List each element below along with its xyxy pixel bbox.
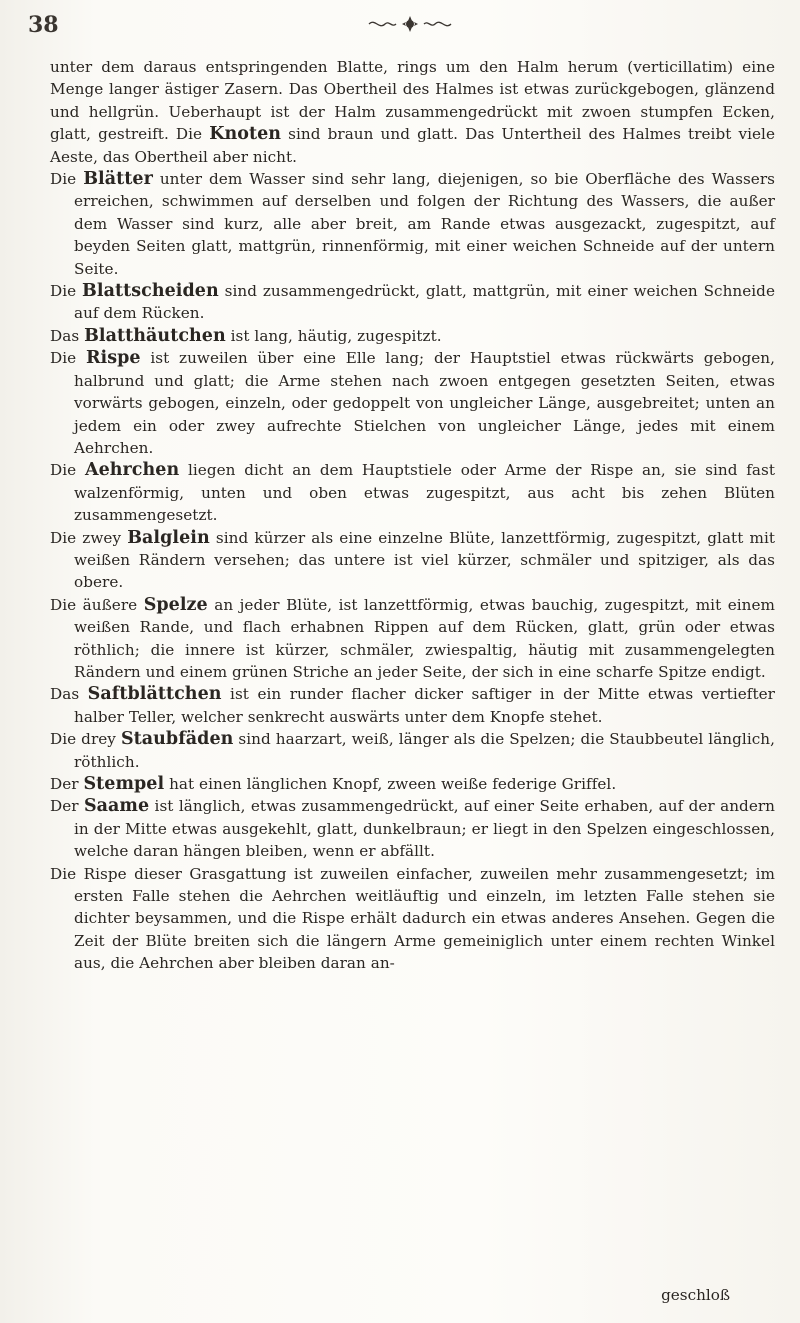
paragraph-spelze: Die äußere Spelze an jeder Blüte, ist lanzettförmig, etwas bauchig, zugespitzt, mit einem weißen Rande, und flach erhabnen Rippen auf dem Rücken, glatt, grün oder etwas röthlich; die innere ist kürzer, schmäler, zwiespaltig, häutig mit zusammengelegten Rändern und einem grünen Striche an jeder Seite, der sich in eine scharfe Spitze endigt.: [50, 594, 776, 681]
term-aehrchen: Aehrchen: [84, 460, 180, 481]
paragraph-saftblaettchen: Das Saftblättchen ist ein runder flacher dicker saftiger in der Mitte etwas vertiefter halber Teller, welcher senkrecht auswärts unter dem Knopfe stehet.: [50, 684, 775, 726]
body-text: [50, 56, 775, 975]
paragraph-blattscheiden: Die Blattscheiden sind zusammengedrückt, glatt, mattgrün, mit einer weichen Schneide auf dem Rücken.: [50, 281, 775, 323]
paragraph-blatthaeutchen: Das Blatthäutchen ist lang, häutig, zugespitzt.: [50, 325, 442, 346]
paragraph-halm: unter dem daraus entspringenden Blatte, rings um den Halm herum (verticillatim) eine Menge langer ästiger Zasern. Das Obertheil des Halmes ist etwas zurückgebogen, glänzend und hellgrün. Ueberhaupt ist der Halm zusammengedrückt mit zwoen stumpfen Ecken, glatt, gestreift. Die Knoten sind braun und glatt. Das Untertheil des Halmes treibt viele Aeste, das Obertheil aber nicht.: [50, 58, 775, 166]
paragraph-balglein: Die zwey Balglein sind kürzer als eine einzelne Blüte, lanzettförmig, zugespitzt, glatt mit weißen Rändern versehen; das untere ist viel kürzer, schmäler und spitziger, als das obere.: [50, 527, 776, 592]
term-staubfaeden: Staubfäden: [120, 729, 234, 750]
paragraph-staubfaeden: Die drey Staubfäden sind haarzart, weiß, länger als die Spelzen; die Staubbeutel länglich, röthlich.: [50, 729, 775, 771]
term-saftblaettchen: Saftblättchen: [87, 684, 222, 705]
paragraph-rispe: Die Rispe ist zuweilen über eine Elle lang; der Hauptstiel etwas rückwärts gebogen, halbrund und glatt; die Arme stehen nach zwoen entgegen gesetzten Seiten, etwas vorwärts gebogen, einzeln, oder gedoppelt von ungleicher Länge, ausgebreitet; unten an jedem ein oder zwey aufrechte Stielchen von ungleicher Länge, jedes mit einem Aehrchen.: [50, 348, 775, 457]
paragraph-blaetter: Die Blätter unter dem Wasser sind sehr lang, diejenigen, so bie Oberfläche des Wassers erreichen, schwimmen auf derselben und folgen der Richtung des Wassers, die außer dem Wasser sind kurz, alle aber breit, am Rande etwas ausgezackt, zugespitzt, auf beyden Seiten glatt, mattgrün, rinnenförmig, mit einer weichen Schneide auf der untern Seite.: [50, 169, 775, 278]
term-rispe: Rispe: [85, 348, 141, 369]
term-blattscheiden: Blattscheiden: [82, 281, 219, 302]
term-knoten: Knoten: [209, 124, 282, 145]
term-saame: Saame: [83, 796, 150, 817]
term-spelze: Spelze: [143, 594, 208, 615]
paragraph-aehrchen: Die Aehrchen liegen dicht an dem Hauptstiele oder Arme der Rispe an, sie sind fast walzenförmig, unten und oben etwas zugespitzt, aus acht bis zehen Blüten zusammengesetzt.: [50, 460, 775, 525]
term-balglein: Balglein: [127, 527, 210, 548]
paragraph-saame: Der Saame ist länglich, etwas zusammengedrückt, auf einer Seite erhaben, auf der andern in der Mitte etwas ausgekehlt, glatt, dunkelbraun; er liegt in den Spelzen eingeschlossen, welche daran hängen bleiben, wenn er abfällt.: [50, 796, 775, 861]
page-number: 38: [28, 12, 59, 38]
term-blaetter: Blätter: [83, 169, 153, 190]
paragraph-stempel: Der Stempel hat einen länglichen Knopf, zween weiße federige Griffel.: [50, 774, 617, 794]
paragraph-rispe-variation: Die Rispe dieser Grasgattung ist zuweilen einfacher, zuweilen mehr zusammengesetzt; im ersten Falle stehen die Aehrchen weitläuftig und einzeln, im letzten Falle stehen sie dichter beysammen, und die Rispe erhält dadurch ein etwas anderes Ansehen. Gegen die Zeit der Blüte breiten sich die längern Arme gemeiniglich unter einem rechten Winkel aus, die Aehrchen aber bleiben daran an-: [50, 864, 775, 973]
printer-ornament-icon: [365, 14, 455, 34]
catchword: geschloß: [661, 1286, 730, 1304]
term-stempel: Stempel: [83, 774, 165, 794]
term-blatthaeutchen: Blatthäutchen: [84, 325, 226, 346]
